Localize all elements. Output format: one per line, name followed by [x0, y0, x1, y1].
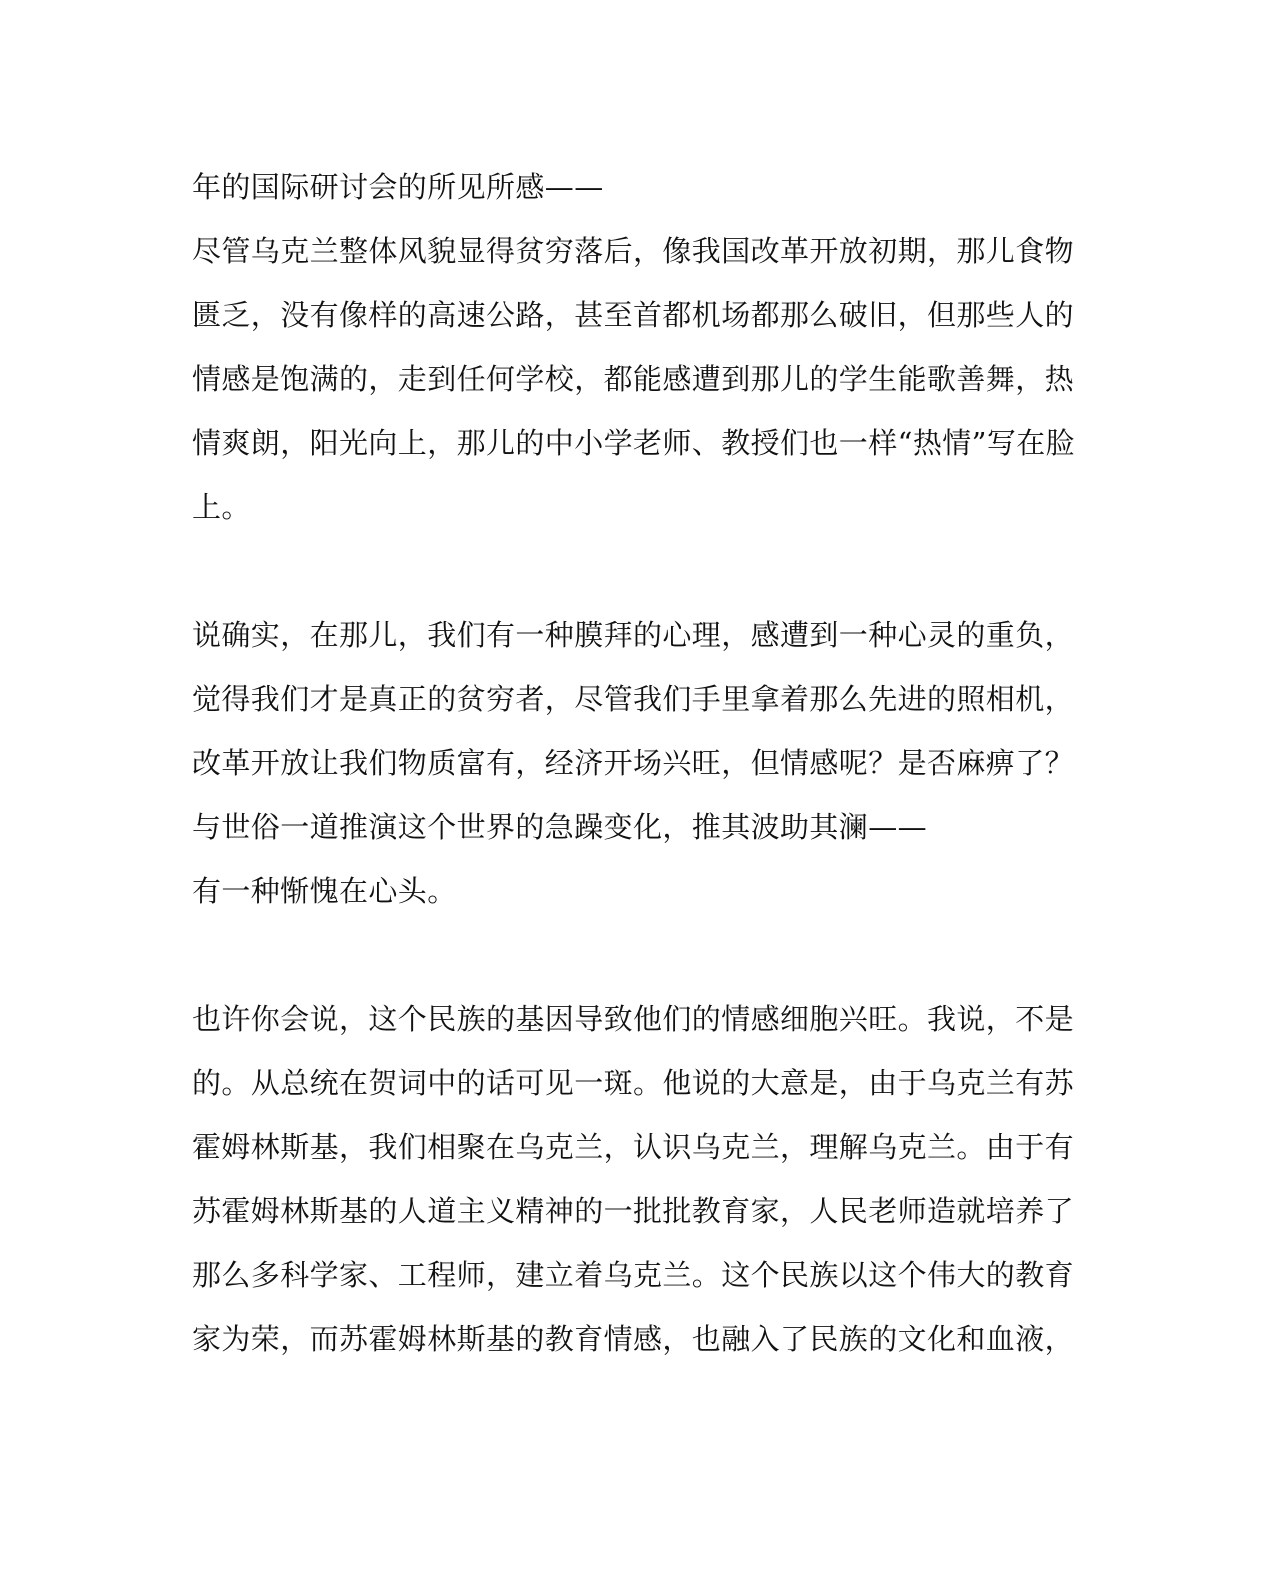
text-line: 情感是饱满的，走到任何学校，都能感遭到那儿的学生能歌善舞，热 [192, 362, 1075, 396]
text-line: 与世俗一道推演这个世界的急躁变化，推其波助其澜—— [192, 810, 928, 844]
text-line: 上。 [192, 490, 251, 524]
text-line: 觉得我们才是真正的贫穷者，尽管我们手里拿着那么先进的照相机， [192, 682, 1075, 716]
document-body [192, 155, 1076, 1371]
text-line: 情爽朗，阳光向上，那儿的中小学老师、教授们也一样“热情”写在脸 [192, 426, 1076, 460]
text-line: 匮乏，没有像样的高速公路，甚至首都机场都那么破旧，但那些人的 [192, 298, 1075, 332]
paragraph-1 [192, 155, 1076, 539]
text-line: 也许你会说，这个民族的基因导致他们的情感细胞兴旺。我说，不是 [192, 1002, 1075, 1036]
text-line: 改革开放让我们物质富有，经济开场兴旺，但情感呢？是否麻痹了？ [192, 746, 1075, 780]
text-line: 的。从总统在贺词中的话可见一斑。他说的大意是，由于乌克兰有苏 [192, 1066, 1075, 1100]
text-line: 尽管乌克兰整体风貌显得贫穷落后，像我国改革开放初期，那儿食物 [192, 234, 1075, 268]
text-line: 说确实，在那儿，我们有一种膜拜的心理，感遭到一种心灵的重负， [192, 618, 1075, 652]
paragraph-gap [192, 923, 1062, 987]
text-line: 那么多科学家、工程师，建立着乌克兰。这个民族以这个伟大的教育 [192, 1258, 1075, 1292]
paragraph-gap [192, 539, 1062, 603]
text-line: 有一种惭愧在心头。 [192, 874, 457, 908]
text-line: 家为荣，而苏霍姆林斯基的教育情感，也融入了民族的文化和血液， [192, 1322, 1075, 1356]
text-line: 年的国际研讨会的所见所感—— [192, 170, 604, 204]
paragraph-2 [192, 603, 1075, 923]
text-line: 苏霍姆林斯基的人道主义精神的一批批教育家，人民老师造就培养了 [192, 1194, 1075, 1228]
text-line: 霍姆林斯基，我们相聚在乌克兰，认识乌克兰，理解乌克兰。由于有 [192, 1130, 1075, 1164]
paragraph-3 [192, 987, 1075, 1371]
